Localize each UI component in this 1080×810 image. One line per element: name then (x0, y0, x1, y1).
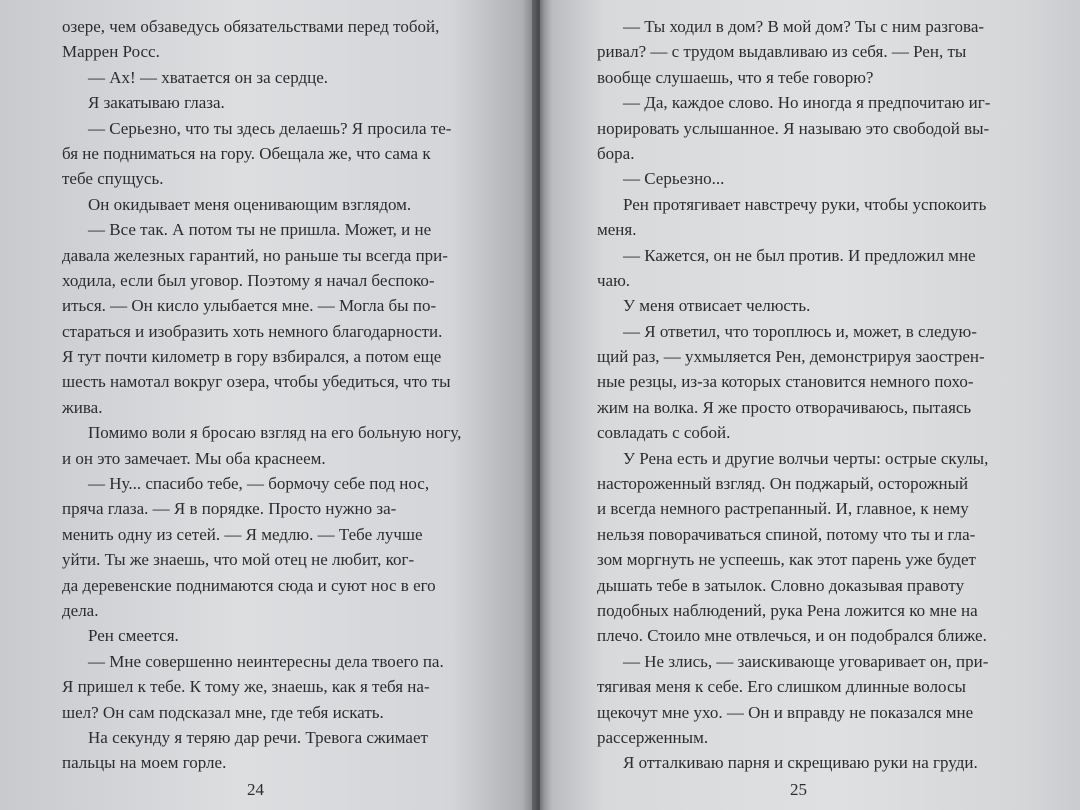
right-page-number: 25 (790, 780, 807, 799)
text-line: шесть намотал вокруг озера, чтобы убедиться, что ты (62, 372, 451, 392)
text-line: тягивая меня к себе. Его слишком длинные волосы (597, 677, 966, 697)
left-page (0, 0, 532, 810)
text-line: нельзя поворачиваться спиной, потому что ты и гла- (597, 524, 976, 544)
text-line: — Ах! — хватается он за сердце. (88, 67, 329, 87)
text-line: давала железных гарантий, но раньше ты всегда при- (62, 245, 448, 265)
text-line: Помимо воли я бросаю взгляд на его больную ногу, (88, 423, 462, 443)
text-line: щий раз, — ухмыляется Рен, демонстрируя заострен- (597, 347, 985, 367)
text-line: ривал? — с трудом выдавливаю из себя. — Рен, ты (597, 42, 967, 62)
text-line: Я тут почти километр в гору взбирался, а потом еще (62, 347, 442, 367)
left-page-text (62, 14, 474, 776)
text-line: подобных наблюдений, рука Рена ложится ко мне на (597, 600, 978, 620)
text-line: меня. (597, 220, 637, 240)
text-line: чаю. (597, 270, 631, 290)
text-line: дела. (62, 600, 99, 620)
right-page (540, 0, 1080, 810)
text-line: Рен смеется. (88, 626, 179, 646)
text-line: плечо. Стоило мне отвлечься, и он подобрался ближе. (597, 626, 987, 646)
text-line: шел? Он сам подсказал мне, где тебя искать. (62, 702, 384, 722)
text-line: У Рена есть и другие волчьи черты: острые скулы, (623, 448, 989, 468)
text-line: ходила, если был уговор. Поэтому я начал беспоко- (62, 270, 435, 290)
text-line: рассерженным. (597, 727, 709, 747)
text-line: — Серьезно, что ты здесь делаешь? Я просила те- (88, 118, 452, 138)
text-line: да деревенские поднимаются сюда и суют нос в его (62, 575, 436, 595)
text-line: — Мне совершенно неинтересны дела твоего па. (88, 651, 444, 671)
text-line: У меня отвисает челюсть. (623, 296, 811, 316)
text-line: совладать с собой. (597, 423, 731, 443)
text-line: менить одну из сетей. — Я медлю. — Тебе лучше (62, 524, 423, 544)
text-line: Я пришел к тебе. К тому же, знаешь, как я тебя на- (62, 677, 430, 697)
text-line: иться. — Он кисло улыбается мне. — Могла бы по- (62, 296, 437, 316)
text-line: — Кажется, он не был против. И предложил мне (623, 245, 976, 265)
text-line: тебе спущусь. (62, 169, 164, 189)
text-line: — Все так. А потом ты не пришла. Может, и не (88, 220, 432, 240)
text-line: норировать услышанное. Я называю это свободой вы- (597, 118, 990, 138)
text-line: и всегда немного растрепанный. И, главное, к нему (597, 499, 969, 519)
text-line: Я закатываю глаза. (88, 93, 225, 113)
text-line: Маррен Росс. (62, 42, 160, 62)
text-line: Рен протягивает навстречу руки, чтобы успокоить (623, 194, 987, 214)
text-line: жива. (62, 397, 103, 417)
left-page-number: 24 (247, 780, 264, 799)
text-line: вообще слушаешь, что я тебе говорю? (597, 67, 874, 87)
text-line: зом моргнуть не успеешь, как этот парень уже будет (597, 550, 976, 570)
text-line: Я отталкиваю парня и скрещиваю руки на груди. (623, 753, 978, 773)
text-line: пальцы на моем горле. (62, 753, 227, 773)
text-line: озере, чем обзаведусь обязательствами перед тобой, (62, 17, 440, 36)
right-page-text (597, 14, 1009, 776)
text-line: жим на волка. Я же просто отворачиваюсь, пытаясь (597, 397, 972, 417)
text-line: — Ты ходил в дом? В мой дом? Ты с ним разгова- (623, 17, 985, 36)
text-line: — Не злись, — заискивающе уговаривает он, при- (623, 651, 989, 671)
text-line: щекочут мне ухо. — Он и вправду не показался мне (597, 702, 974, 722)
text-line: ные резцы, из-за которых становится немного похо- (597, 372, 974, 392)
text-line: — Я ответил, что тороплюсь и, может, в следую- (623, 321, 977, 341)
text-line: настороженный взгляд. Он поджарый, осторожный (597, 474, 969, 494)
text-line: бора. (597, 143, 635, 163)
text-line: пряча глаза. — Я в порядке. Просто нужно за- (62, 499, 397, 519)
text-line: дышать тебе в затылок. Словно доказывая правоту (597, 575, 965, 595)
text-line: бя не подниматься на гору. Обещала же, что сама к (62, 143, 431, 163)
text-line: На секунду я теряю дар речи. Тревога сжимает (88, 727, 428, 747)
text-line: уйти. Ты же знаешь, что мой отец не любит, ког- (62, 550, 415, 570)
text-line: Он окидывает меня оценивающим взглядом. (88, 194, 412, 214)
text-line: — Да, каждое слово. Но иногда я предпочитаю иг- (623, 93, 991, 113)
text-line: и он это замечает. Мы оба краснеем. (62, 448, 326, 468)
text-line: стараться и изобразить хоть немного благодарности. (62, 321, 443, 341)
text-line: — Серьезно... (623, 169, 725, 189)
text-line: — Ну... спасибо тебе, — бормочу себе под нос, (88, 474, 430, 494)
